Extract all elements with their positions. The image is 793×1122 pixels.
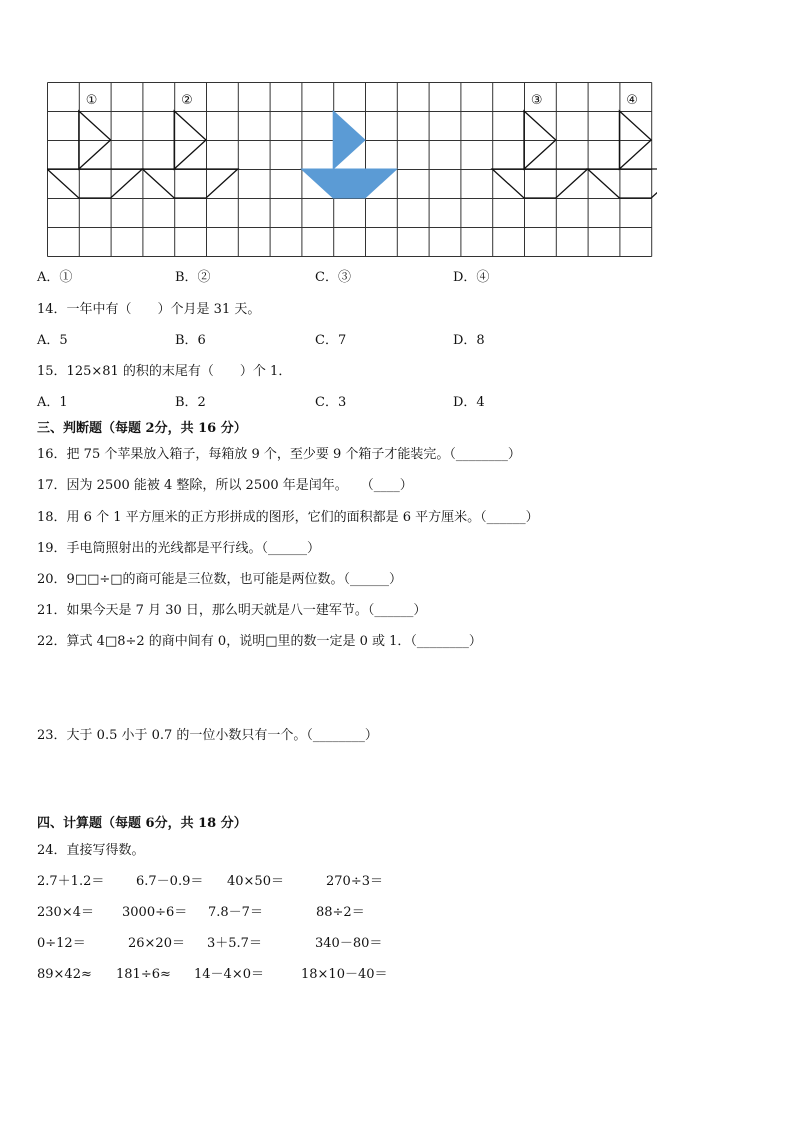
boat-label: ② [181, 92, 193, 108]
judgement-item-21: 21．如果今天是 7 月 30 日，那么明天就是八一建军节。（______） [37, 603, 427, 618]
boat-label: ④ [626, 92, 638, 108]
boat-hull [142, 169, 237, 198]
calc-item: 89×42≈ [37, 967, 92, 982]
q13-option-a: A．① [37, 270, 73, 285]
boat-grid-figure [47, 82, 657, 262]
blue-boat-hull [301, 169, 396, 198]
calc-item: 7.8－7＝ [208, 905, 263, 920]
q14-option-b: B．6 [175, 333, 206, 348]
q15-option-a: A．1 [37, 395, 68, 410]
calc-item: 270÷3＝ [326, 874, 383, 889]
judgement-item-17: 17．因为 2500 能被 4 整除，所以 2500 年是闰年。 （____） [37, 478, 413, 493]
boat-shapes [47, 111, 657, 198]
calc-item: 14－4×0＝ [194, 967, 264, 982]
q15-option-c: C．3 [315, 395, 347, 410]
q15-option-d: D．4 [453, 395, 485, 410]
q14-option-a: A．5 [37, 333, 68, 348]
calc-item: 3000÷6＝ [122, 905, 188, 920]
calc-item: 0÷12＝ [37, 936, 86, 951]
q24-stem: 24．直接写得数。 [37, 843, 145, 858]
q14-stem: 14．一年中有（ ）个月是 31 天。 [37, 302, 261, 317]
section3-title: 三、判断题（每题 2分，共 16 分） [37, 421, 247, 436]
q13-option-c: C．③ [315, 270, 351, 285]
judgement-item-22: 22．算式 4□8÷2 的商中间有 0，说明□里的数一定是 0 或 1．（________） [37, 634, 482, 649]
boat-hull [492, 169, 587, 198]
q14-option-c: C．7 [315, 333, 347, 348]
calc-item: 3＋5.7＝ [207, 936, 262, 951]
calc-item: 26×20＝ [128, 936, 185, 951]
calc-item: 40×50＝ [227, 874, 284, 889]
q15-stem: 15．125×81 的积的末尾有（ ）个 1． [37, 364, 292, 379]
boat-hull [588, 169, 657, 198]
q15-option-b: B．2 [175, 395, 206, 410]
calc-item: 230×4＝ [37, 905, 94, 920]
boat-hull [47, 169, 142, 198]
judgement-item-19: 19．手电筒照射出的光线都是平行线。（______） [37, 541, 321, 556]
calc-item: 88÷2＝ [316, 905, 365, 920]
boat-label: ③ [530, 92, 543, 108]
calc-item: 18×10－40＝ [301, 967, 388, 982]
q13-option-b: B．② [175, 270, 211, 285]
judgement-item-23: 23．大于 0.5 小于 0.7 的一位小数只有一个。（________） [37, 728, 378, 743]
blue-boat-sail [333, 111, 365, 169]
boat-label: ① [85, 92, 98, 108]
calc-item: 181÷6≈ [116, 967, 171, 982]
judgement-item-20: 20．9□□÷□的商可能是三位数，也可能是两位数。（______） [37, 572, 403, 587]
q14-option-d: D．8 [453, 333, 485, 348]
q13-option-d: D．④ [453, 270, 490, 285]
calc-item: 340－80＝ [315, 936, 383, 951]
judgement-item-18: 18．用 6 个 1 平方厘米的正方形拼成的图形，它们的面积都是 6 平方厘米。（______） [37, 510, 539, 525]
boat-labels [86, 93, 638, 108]
calc-item: 6.7－0.9＝ [136, 874, 204, 889]
calc-item: 2.7＋1.2＝ [37, 874, 105, 889]
judgement-item-16: 16．把 75 个苹果放入箱子，每箱放 9 个，至少要 9 个箱子才能装完。（________） [37, 447, 521, 462]
section4-title: 四、计算题（每题 6分，共 18 分） [37, 816, 247, 831]
